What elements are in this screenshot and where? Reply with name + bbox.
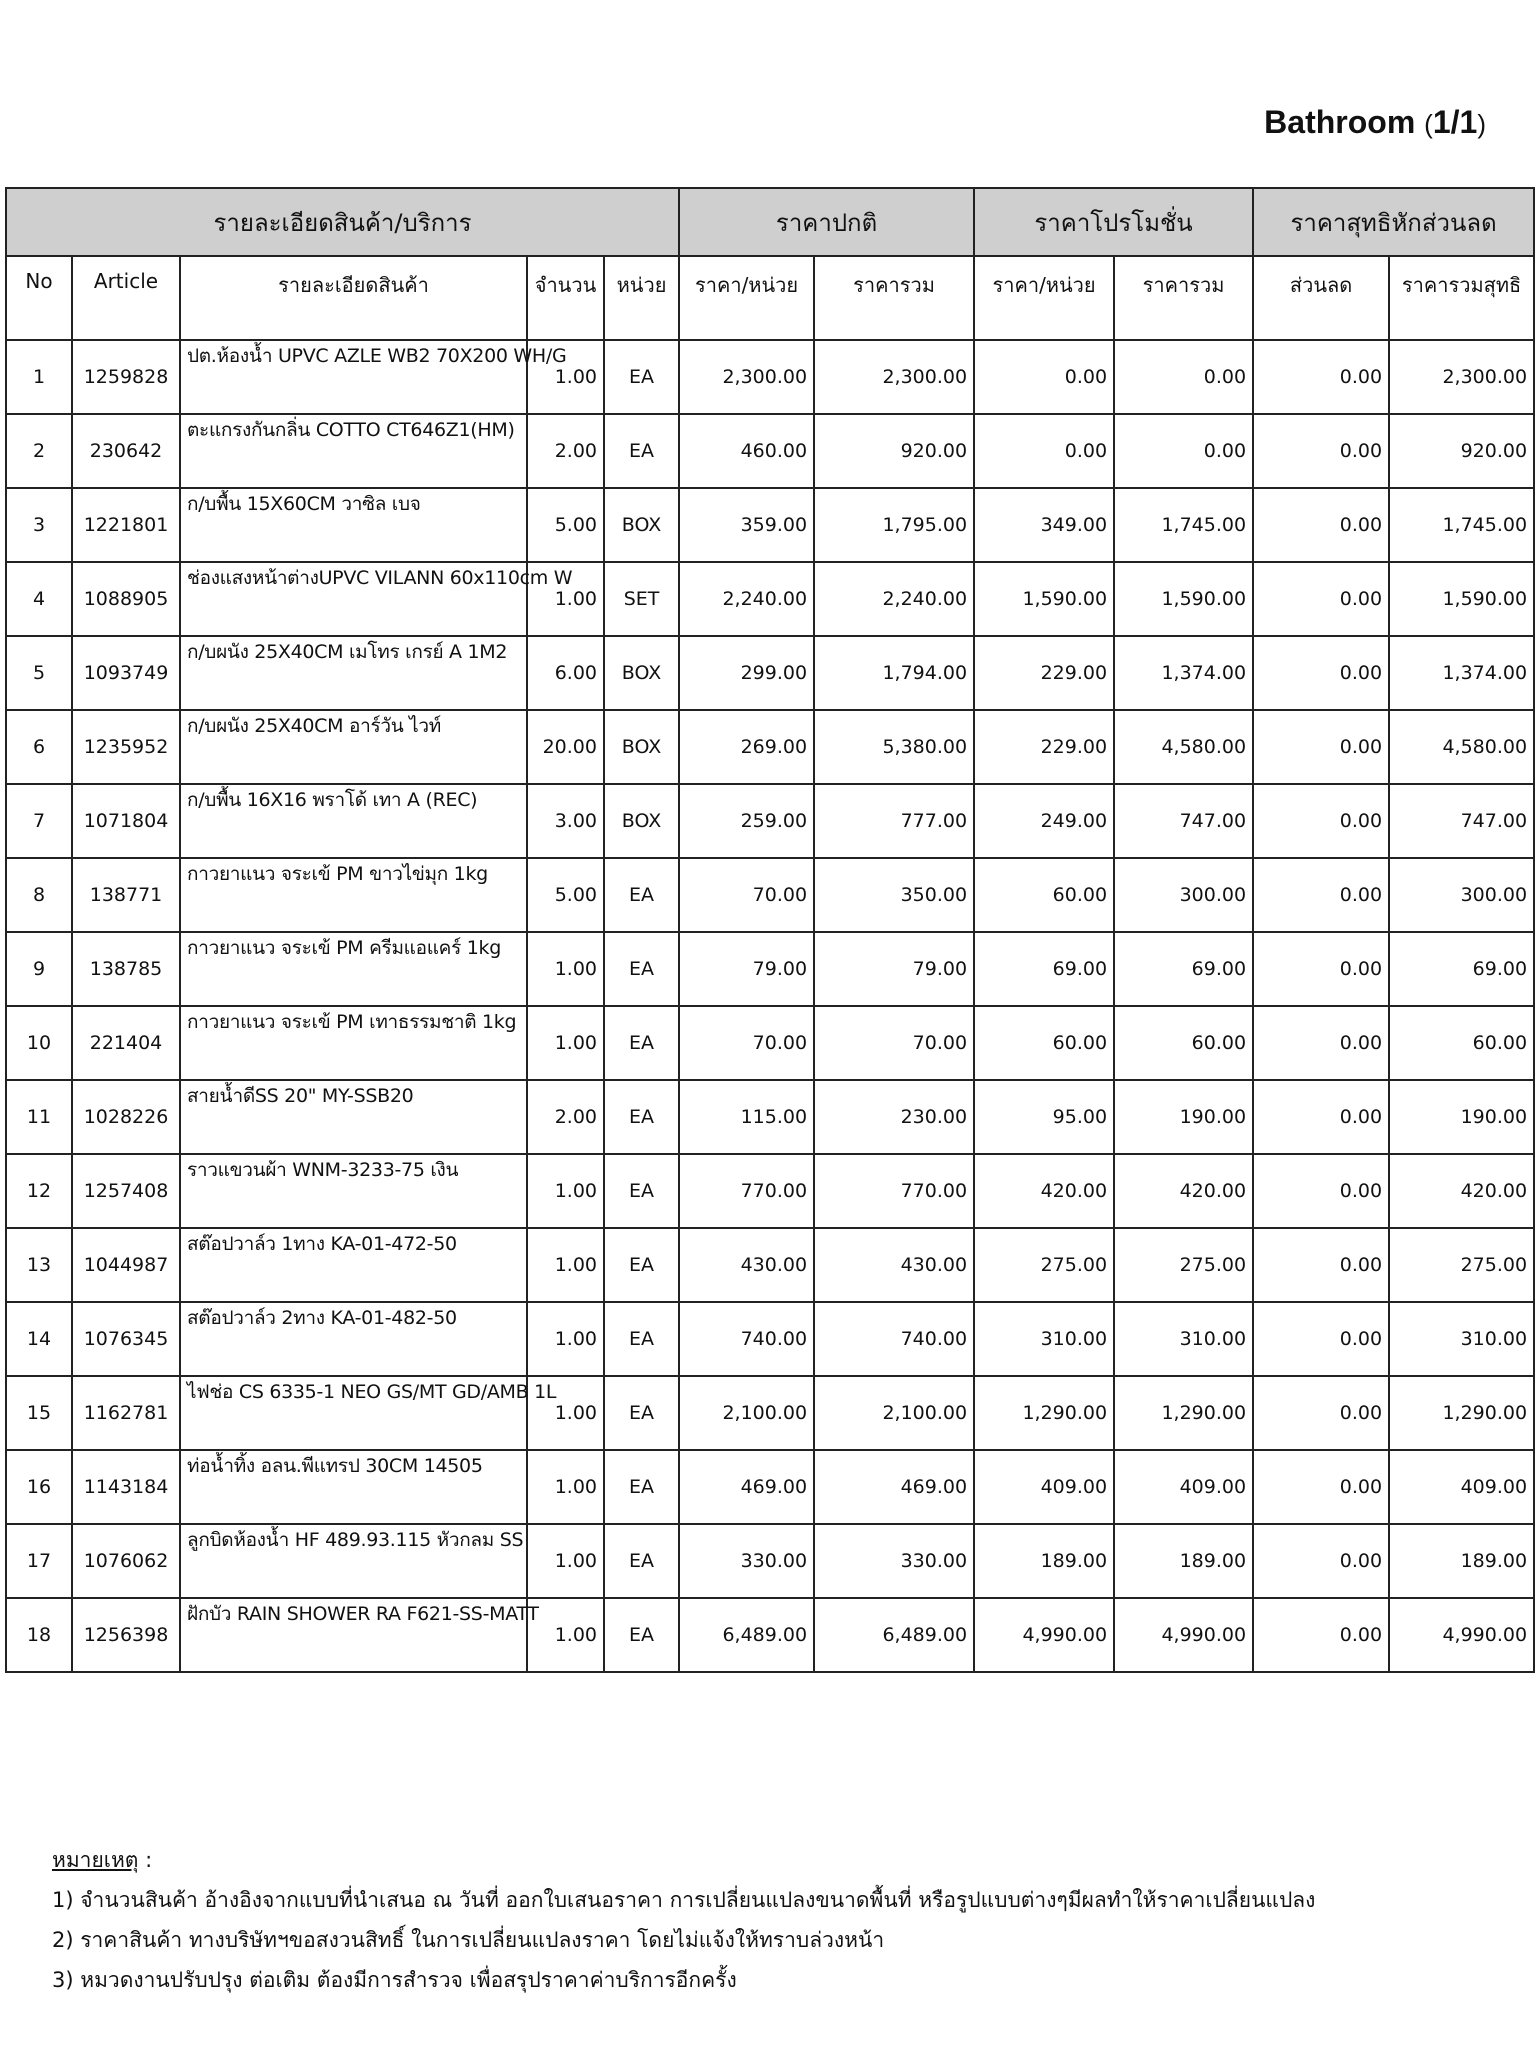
cell-article: 1235952 [72, 710, 180, 784]
table-row [6, 562, 1534, 636]
cell-promo-total: 190.00 [1114, 1080, 1253, 1154]
cell-discount: 0.00 [1253, 1450, 1389, 1524]
table-row [6, 414, 1534, 488]
cell-regular-total: 350.00 [814, 858, 974, 932]
cell-net-total: 190.00 [1389, 1080, 1534, 1154]
cell-description: สายน้ำดีSS 20" MY-SSB20 [180, 1080, 527, 1154]
group-product-details: รายละเอียดสินค้า/บริการ [6, 188, 679, 256]
cell-unit: BOX [604, 710, 679, 784]
cell-article: 1028226 [72, 1080, 180, 1154]
notes-heading-colon: : [138, 1848, 153, 1872]
cell-regular-total: 1,794.00 [814, 636, 974, 710]
cell-discount: 0.00 [1253, 488, 1389, 562]
cell-quantity: 3.00 [527, 784, 604, 858]
table-row [6, 1154, 1534, 1228]
cell-promo-unit-price: 420.00 [974, 1154, 1114, 1228]
cell-promo-unit-price: 69.00 [974, 932, 1114, 1006]
cell-description: ตะแกรงกันกลิ่น COTTO CT646Z1(HM) [180, 414, 527, 488]
cell-unit: EA [604, 1376, 679, 1450]
cell-discount: 0.00 [1253, 1228, 1389, 1302]
cell-no: 13 [6, 1228, 72, 1302]
cell-regular-total: 330.00 [814, 1524, 974, 1598]
cell-no: 1 [6, 340, 72, 414]
cell-promo-unit-price: 229.00 [974, 710, 1114, 784]
cell-no: 3 [6, 488, 72, 562]
cell-regular-total: 770.00 [814, 1154, 974, 1228]
cell-promo-total: 69.00 [1114, 932, 1253, 1006]
cell-unit: EA [604, 1154, 679, 1228]
cell-regular-total: 70.00 [814, 1006, 974, 1080]
cell-regular-total: 1,795.00 [814, 488, 974, 562]
cell-article: 1256398 [72, 1598, 180, 1672]
cell-regular-unit-price: 740.00 [679, 1302, 814, 1376]
cell-regular-total: 230.00 [814, 1080, 974, 1154]
cell-net-total: 747.00 [1389, 784, 1534, 858]
document-title [1264, 104, 1486, 141]
cell-description: กาวยาแนว จระเข้ PM เทาธรรมชาติ 1kg [180, 1006, 527, 1080]
cell-regular-total: 2,100.00 [814, 1376, 974, 1450]
table-row [6, 710, 1534, 784]
cell-regular-unit-price: 79.00 [679, 932, 814, 1006]
cell-promo-unit-price: 349.00 [974, 488, 1114, 562]
cell-unit: EA [604, 1598, 679, 1672]
cell-net-total: 69.00 [1389, 932, 1534, 1006]
cell-no: 4 [6, 562, 72, 636]
cell-no: 9 [6, 932, 72, 1006]
cell-no: 10 [6, 1006, 72, 1080]
cell-description: ปต.ห้องน้ำ UPVC AZLE WB2 70X200 WH/G [180, 340, 527, 414]
cell-regular-unit-price: 2,300.00 [679, 340, 814, 414]
cell-discount: 0.00 [1253, 710, 1389, 784]
cell-quantity: 2.00 [527, 1080, 604, 1154]
cell-description: ก/บพื้น 16X16 พราโด้ เทา A (REC) [180, 784, 527, 858]
col-discount: ส่วนลด [1253, 256, 1389, 340]
cell-quantity: 1.00 [527, 1524, 604, 1598]
cell-no: 12 [6, 1154, 72, 1228]
cell-promo-total: 300.00 [1114, 858, 1253, 932]
cell-quantity: 20.00 [527, 710, 604, 784]
cell-quantity: 2.00 [527, 414, 604, 488]
cell-no: 2 [6, 414, 72, 488]
cell-article: 1143184 [72, 1450, 180, 1524]
cell-promo-total: 1,374.00 [1114, 636, 1253, 710]
notes-section [52, 1840, 1315, 2000]
cell-promo-unit-price: 95.00 [974, 1080, 1114, 1154]
close-paren: ) [1477, 109, 1486, 139]
cell-promo-unit-price: 1,290.00 [974, 1376, 1114, 1450]
cell-regular-unit-price: 6,489.00 [679, 1598, 814, 1672]
cell-promo-total: 310.00 [1114, 1302, 1253, 1376]
cell-net-total: 60.00 [1389, 1006, 1534, 1080]
cell-quantity: 5.00 [527, 488, 604, 562]
cell-article: 1259828 [72, 340, 180, 414]
cell-discount: 0.00 [1253, 562, 1389, 636]
cell-quantity: 1.00 [527, 340, 604, 414]
cell-article: 1076345 [72, 1302, 180, 1376]
cell-unit: EA [604, 932, 679, 1006]
cell-no: 15 [6, 1376, 72, 1450]
cell-net-total: 1,590.00 [1389, 562, 1534, 636]
cell-discount: 0.00 [1253, 636, 1389, 710]
cell-article: 1071804 [72, 784, 180, 858]
table-row [6, 1524, 1534, 1598]
notes-heading [52, 1840, 1315, 1880]
note-item: 3) หมวดงานปรับปรุง ต่อเติม ต้องมีการสำรวจ เพื่อสรุปราคาค่าบริการอีกครั้ง [52, 1968, 737, 1992]
cell-regular-total: 2,300.00 [814, 340, 974, 414]
cell-promo-unit-price: 60.00 [974, 858, 1114, 932]
col-description: รายละเอียดสินค้า [180, 256, 527, 340]
cell-unit: BOX [604, 636, 679, 710]
cell-net-total: 300.00 [1389, 858, 1534, 932]
cell-quantity: 6.00 [527, 636, 604, 710]
cell-discount: 0.00 [1253, 1376, 1389, 1450]
table-row [6, 1302, 1534, 1376]
col-quantity: จำนวน [527, 256, 604, 340]
cell-regular-total: 469.00 [814, 1450, 974, 1524]
cell-no: 16 [6, 1450, 72, 1524]
cell-promo-total: 747.00 [1114, 784, 1253, 858]
quotation-table [5, 187, 1535, 1673]
table-row [6, 340, 1534, 414]
group-promotion-price: ราคาโปรโมชั่น [974, 188, 1253, 256]
group-regular-price: ราคาปกติ [679, 188, 974, 256]
cell-promo-unit-price: 249.00 [974, 784, 1114, 858]
cell-description: ก/บผนัง 25X40CM เมโทร เกรย์ A 1M2 [180, 636, 527, 710]
cell-unit: EA [604, 1006, 679, 1080]
cell-promo-total: 189.00 [1114, 1524, 1253, 1598]
cell-promo-unit-price: 229.00 [974, 636, 1114, 710]
cell-unit: SET [604, 562, 679, 636]
cell-article: 1076062 [72, 1524, 180, 1598]
cell-promo-total: 1,745.00 [1114, 488, 1253, 562]
cell-regular-unit-price: 2,240.00 [679, 562, 814, 636]
cell-quantity: 1.00 [527, 932, 604, 1006]
cell-discount: 0.00 [1253, 1080, 1389, 1154]
cell-regular-unit-price: 115.00 [679, 1080, 814, 1154]
cell-description: ฝักบัว RAIN SHOWER RA F621-SS-MATT [180, 1598, 527, 1672]
col-article: Article [72, 256, 180, 340]
cell-regular-unit-price: 2,100.00 [679, 1376, 814, 1450]
cell-promo-unit-price: 0.00 [974, 340, 1114, 414]
table-row [6, 784, 1534, 858]
cell-no: 5 [6, 636, 72, 710]
group-net-price: ราคาสุทธิหักส่วนลด [1253, 188, 1534, 256]
cell-discount: 0.00 [1253, 1302, 1389, 1376]
cell-promo-total: 420.00 [1114, 1154, 1253, 1228]
column-header-row [6, 256, 1534, 340]
cell-promo-total: 0.00 [1114, 340, 1253, 414]
cell-regular-unit-price: 770.00 [679, 1154, 814, 1228]
table-row [6, 858, 1534, 932]
cell-promo-total: 60.00 [1114, 1006, 1253, 1080]
group-header-row [6, 188, 1534, 256]
cell-regular-total: 5,380.00 [814, 710, 974, 784]
cell-no: 14 [6, 1302, 72, 1376]
cell-no: 18 [6, 1598, 72, 1672]
cell-description: กาวยาแนว จระเข้ PM ครีมแอแคร์ 1kg [180, 932, 527, 1006]
table-row [6, 1080, 1534, 1154]
cell-discount: 0.00 [1253, 414, 1389, 488]
cell-article: 1093749 [72, 636, 180, 710]
cell-promo-unit-price: 4,990.00 [974, 1598, 1114, 1672]
cell-discount: 0.00 [1253, 784, 1389, 858]
note-item: 1) จำนวนสินค้า อ้างอิงจากแบบที่นำเสนอ ณ วันที่ ออกใบเสนอราคา การเปลี่ยนแปลงขนาดพื้นที่ หรือรูปแบบต่างๆมีผลทำให้ราคาเปลี่ยนแปลง [52, 1888, 1316, 1912]
cell-description: ท่อน้ำทิ้ง อลน.พีแทรป 30CM 14505 [180, 1450, 527, 1524]
cell-regular-unit-price: 460.00 [679, 414, 814, 488]
cell-no: 17 [6, 1524, 72, 1598]
cell-no: 11 [6, 1080, 72, 1154]
cell-description: ไฟช่อ CS 6335-1 NEO GS/MT GD/AMB 1L [180, 1376, 527, 1450]
table-row [6, 932, 1534, 1006]
cell-unit: EA [604, 1080, 679, 1154]
cell-promo-total: 4,580.00 [1114, 710, 1253, 784]
cell-no: 6 [6, 710, 72, 784]
table-row [6, 1598, 1534, 1672]
cell-promo-total: 1,590.00 [1114, 562, 1253, 636]
cell-promo-unit-price: 60.00 [974, 1006, 1114, 1080]
cell-article: 1088905 [72, 562, 180, 636]
cell-regular-unit-price: 469.00 [679, 1450, 814, 1524]
table-row [6, 1376, 1534, 1450]
col-promo-total: ราคารวม [1114, 256, 1253, 340]
cell-promo-unit-price: 1,590.00 [974, 562, 1114, 636]
notes-heading-label: หมายเหตุ [52, 1848, 139, 1872]
col-regular-total: ราคารวม [814, 256, 974, 340]
cell-quantity: 1.00 [527, 1228, 604, 1302]
cell-description: ช่องแสงหน้าต่างUPVC VILANN 60x110cm W [180, 562, 527, 636]
cell-no: 8 [6, 858, 72, 932]
cell-unit: EA [604, 1450, 679, 1524]
cell-net-total: 2,300.00 [1389, 340, 1534, 414]
cell-net-total: 4,990.00 [1389, 1598, 1534, 1672]
cell-unit: EA [604, 1524, 679, 1598]
table-row [6, 1006, 1534, 1080]
cell-promo-unit-price: 0.00 [974, 414, 1114, 488]
cell-regular-total: 740.00 [814, 1302, 974, 1376]
cell-unit: EA [604, 858, 679, 932]
page-indicator: 1/1 [1432, 104, 1478, 140]
room-name: Bathroom [1264, 104, 1416, 140]
col-unit: หน่วย [604, 256, 679, 340]
cell-description: ก/บพื้น 15X60CM วาซิล เบจ [180, 488, 527, 562]
cell-quantity: 1.00 [527, 1154, 604, 1228]
cell-quantity: 5.00 [527, 858, 604, 932]
cell-quantity: 1.00 [527, 1006, 604, 1080]
cell-article: 138771 [72, 858, 180, 932]
col-net-total: ราคารวมสุทธิ [1389, 256, 1534, 340]
cell-description: สต๊อปวาล์ว 2ทาง KA-01-482-50 [180, 1302, 527, 1376]
cell-regular-total: 430.00 [814, 1228, 974, 1302]
col-promo-unit-price: ราคา/หน่วย [974, 256, 1114, 340]
cell-regular-total: 2,240.00 [814, 562, 974, 636]
cell-discount: 0.00 [1253, 858, 1389, 932]
cell-description: ราวแขวนผ้า WNM-3233-75 เงิน [180, 1154, 527, 1228]
cell-net-total: 420.00 [1389, 1154, 1534, 1228]
table-row [6, 636, 1534, 710]
cell-regular-unit-price: 70.00 [679, 858, 814, 932]
cell-article: 1221801 [72, 488, 180, 562]
cell-net-total: 1,374.00 [1389, 636, 1534, 710]
cell-promo-total: 1,290.00 [1114, 1376, 1253, 1450]
cell-article: 230642 [72, 414, 180, 488]
table-body [6, 340, 1534, 1672]
cell-discount: 0.00 [1253, 932, 1389, 1006]
cell-net-total: 310.00 [1389, 1302, 1534, 1376]
cell-net-total: 920.00 [1389, 414, 1534, 488]
cell-description: สต๊อปวาล์ว 1ทาง KA-01-472-50 [180, 1228, 527, 1302]
cell-regular-unit-price: 259.00 [679, 784, 814, 858]
cell-article: 1044987 [72, 1228, 180, 1302]
cell-no: 7 [6, 784, 72, 858]
note-item: 2) ราคาสินค้า ทางบริษัทฯขอสงวนสิทธิ์ ในการเปลี่ยนแปลงราคา โดยไม่แจ้งให้ทราบล่วงหน้า [52, 1928, 885, 1952]
cell-unit: EA [604, 340, 679, 414]
cell-quantity: 1.00 [527, 562, 604, 636]
cell-unit: EA [604, 1302, 679, 1376]
cell-net-total: 409.00 [1389, 1450, 1534, 1524]
cell-net-total: 275.00 [1389, 1228, 1534, 1302]
cell-article: 1257408 [72, 1154, 180, 1228]
cell-article: 138785 [72, 932, 180, 1006]
cell-net-total: 189.00 [1389, 1524, 1534, 1598]
cell-regular-unit-price: 430.00 [679, 1228, 814, 1302]
cell-regular-total: 777.00 [814, 784, 974, 858]
table-row [6, 488, 1534, 562]
cell-unit: EA [604, 1228, 679, 1302]
cell-discount: 0.00 [1253, 1524, 1389, 1598]
cell-net-total: 1,290.00 [1389, 1376, 1534, 1450]
cell-regular-total: 6,489.00 [814, 1598, 974, 1672]
cell-promo-unit-price: 409.00 [974, 1450, 1114, 1524]
cell-quantity: 1.00 [527, 1302, 604, 1376]
cell-quantity: 1.00 [527, 1376, 604, 1450]
cell-regular-unit-price: 70.00 [679, 1006, 814, 1080]
col-no: No [6, 256, 72, 340]
cell-description: ลูกบิดห้องน้ำ HF 489.93.115 หัวกลม SS [180, 1524, 527, 1598]
col-regular-unit-price: ราคา/หน่วย [679, 256, 814, 340]
cell-promo-total: 275.00 [1114, 1228, 1253, 1302]
cell-net-total: 1,745.00 [1389, 488, 1534, 562]
cell-promo-total: 0.00 [1114, 414, 1253, 488]
open-paren: ( [1424, 109, 1433, 139]
cell-promo-total: 409.00 [1114, 1450, 1253, 1524]
cell-promo-unit-price: 275.00 [974, 1228, 1114, 1302]
cell-net-total: 4,580.00 [1389, 710, 1534, 784]
cell-discount: 0.00 [1253, 1006, 1389, 1080]
cell-quantity: 1.00 [527, 1450, 604, 1524]
cell-regular-unit-price: 299.00 [679, 636, 814, 710]
cell-discount: 0.00 [1253, 340, 1389, 414]
cell-promo-unit-price: 310.00 [974, 1302, 1114, 1376]
cell-discount: 0.00 [1253, 1598, 1389, 1672]
table-row [6, 1450, 1534, 1524]
table-row [6, 1228, 1534, 1302]
cell-description: กาวยาแนว จระเข้ PM ขาวไข่มุก 1kg [180, 858, 527, 932]
cell-article: 1162781 [72, 1376, 180, 1450]
cell-unit: BOX [604, 784, 679, 858]
cell-regular-unit-price: 330.00 [679, 1524, 814, 1598]
cell-unit: BOX [604, 488, 679, 562]
cell-description: ก/บผนัง 25X40CM อาร์วัน ไวท์ [180, 710, 527, 784]
cell-regular-unit-price: 269.00 [679, 710, 814, 784]
cell-regular-unit-price: 359.00 [679, 488, 814, 562]
cell-promo-unit-price: 189.00 [974, 1524, 1114, 1598]
cell-promo-total: 4,990.00 [1114, 1598, 1253, 1672]
cell-unit: EA [604, 414, 679, 488]
cell-regular-total: 79.00 [814, 932, 974, 1006]
cell-regular-total: 920.00 [814, 414, 974, 488]
cell-discount: 0.00 [1253, 1154, 1389, 1228]
cell-article: 221404 [72, 1006, 180, 1080]
cell-quantity: 1.00 [527, 1598, 604, 1672]
